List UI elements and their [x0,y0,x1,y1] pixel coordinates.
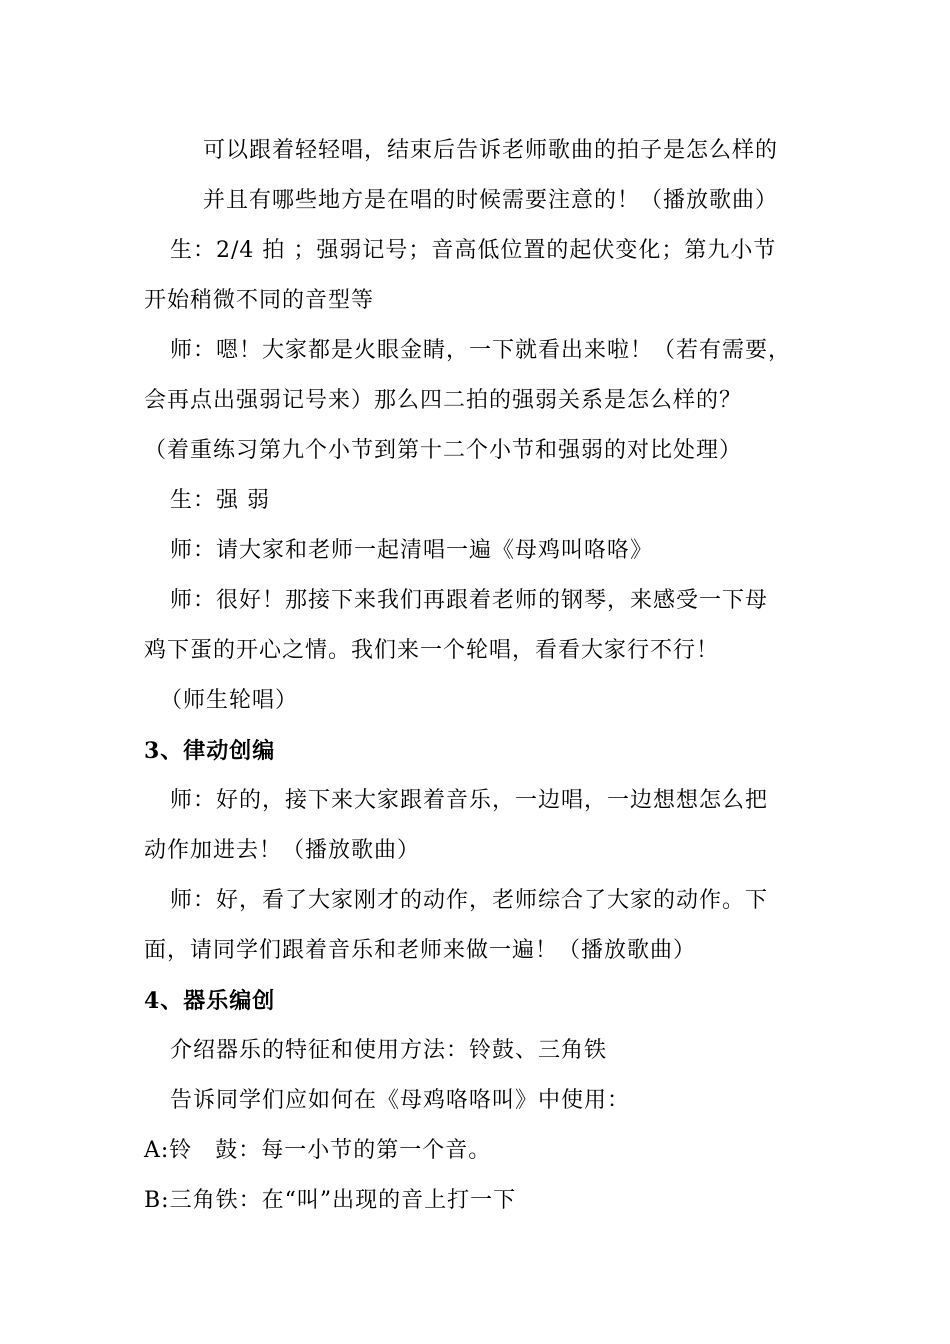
text-line: 开始稍微不同的音型等 [144,288,375,313]
text-line: 并且有哪些地方是在唱的时候需要注意的！（播放歌曲） [203,188,779,213]
section-heading: 4、器乐编创 [144,988,276,1014]
text-line: 告诉同学们应如何在《母鸡咯咯叫》中使用： [170,1088,631,1113]
section-heading: 3、律动创编 [144,738,276,764]
text-line: 面，请同学们跟着音乐和老师来做一遍！（播放歌曲） [144,938,697,963]
text-line: 师：好，看了大家刚才的动作，老师综合了大家的动作。下 [170,888,769,913]
text-line: 师：嗯！大家都是火眼金睛，一下就看出来啦！（若有需要， [170,338,792,363]
text-line: 师：很好！那接下来我们再跟着老师的钢琴，来感受一下母 [170,588,769,613]
text-line: 动作加进去！（播放歌曲） [144,838,421,863]
text-line: 会再点出强弱记号来）那么四二拍的强弱关系是怎么样的？ [144,388,743,413]
text-line: B:三角铁：在“叫”出现的音上打一下 [144,1188,517,1213]
text-line: 可以跟着轻轻唱，结束后告诉老师歌曲的拍子是怎么样的 [203,138,779,163]
text-line: 师：好的，接下来大家跟着音乐，一边唱，一边想想怎么把 [170,788,769,813]
text-line: 师：请大家和老师一起清唱一遍《母鸡叫咯咯》 [170,538,654,563]
text-line: 生：强 弱 [170,488,270,513]
text-line: A:铃 鼓：每一小节的第一个音。 [144,1138,492,1163]
text-line: 鸡下蛋的开心之情。我们来一个轮唱，看看大家行不行！ [144,638,720,663]
text-line: （着重练习第九个小节到第十二个小节和强弱的对比处理） [144,438,743,463]
text-line: 介绍器乐的特征和使用方法：铃鼓、三角铁 [170,1038,608,1063]
text-line: 生：2/4 拍 ；强弱记号；音高低位置的起伏变化；第九小节 [170,238,777,263]
text-line: （师生轮唱） [160,688,299,713]
